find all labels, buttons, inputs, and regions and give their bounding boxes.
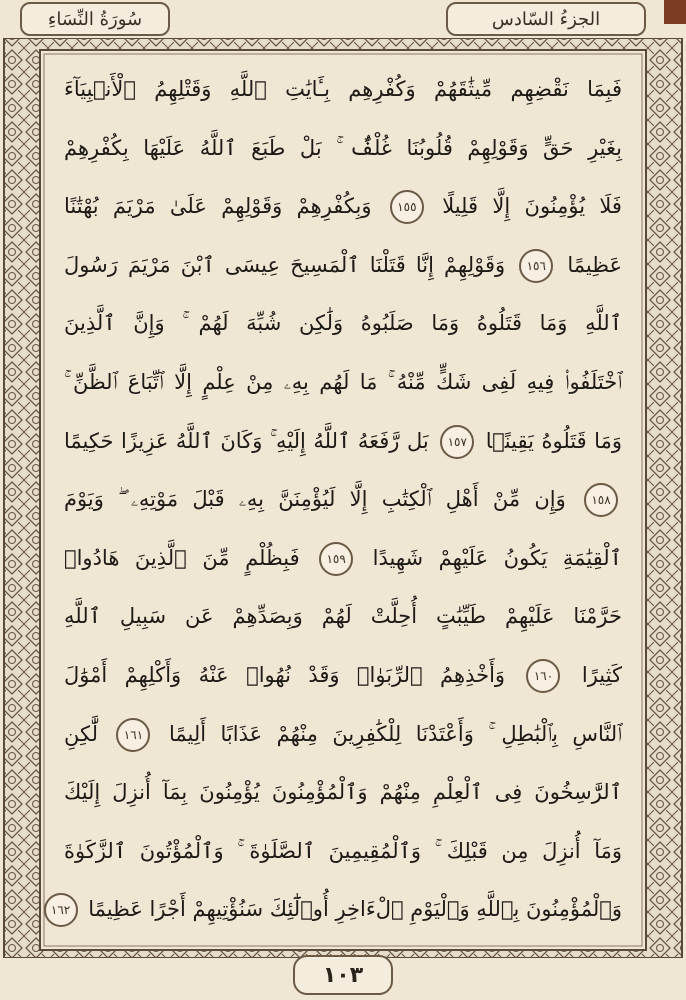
ayah-number-marker: ١٦٢ — [44, 893, 78, 927]
bookmark-ribbon — [664, 0, 686, 24]
ayah-number-marker: ١٥٥ — [390, 190, 424, 224]
ayah-number-marker: ١٥٦ — [519, 249, 553, 283]
text-line: ٱخْتَلَفُوا۟ فِيهِ لَفِى شَكٍّ مِّنْهُ ۚ مَا لَهُم بِهِۦ مِنْ عِلْمٍ إِلَّا ٱتِّبَاعَ ٱلظَّنِّ ۚ — [64, 369, 622, 394]
ayah-number-marker: ١٥٩ — [319, 542, 353, 576]
text-line: وَمَآ أُنزِلَ مِن قَبْلِكَ ۚ وَٱلْمُقِيمِينَ ٱلصَّلَوٰةَ ۚ وَٱلْمُؤْتُونَ ٱلزَّكَوٰةَ — [64, 838, 622, 863]
text-line: ٱلرَّٰسِخُونَ فِى ٱلْعِلْمِ مِنْهُمْ وَٱلْمُؤْمِنُونَ يُؤْمِنُونَ بِمَآ أُنزِلَ إِلَيْكَ — [64, 780, 622, 805]
text-line: ٱلنَّاسِ بِٱلْبَٰطِلِ ۚ وَأَعْتَدْنَا لِلْكَٰفِرِينَ مِنْهُمْ عَذَابًا أَلِيمًا ١٦١ لَّٰكِنِ — [64, 705, 622, 764]
ayah-number-marker: ١٥٨ — [584, 483, 618, 517]
text-line: كَثِيرًا ١٦٠ وَأَخْذِهِمُ ٱلرِّبَوٰا۟ وَقَدْ نُهُوا۟ عَنْهُ وَأَكْلِهِمْ أَمْوَٰلَ — [64, 646, 622, 705]
text-line: ٱللَّهِ وَمَا قَتَلُوهُ وَمَا صَلَبُوهُ وَلَٰكِن شُبِّهَ لَهُمْ ۚ وَإِنَّ ٱلَّذِينَ — [64, 311, 622, 336]
text-line: وَمَا قَتَلُوهُ يَقِينًۢا ١٥٧ بَل رَّفَعَهُ ٱللَّهُ إِلَيْهِ ۚ وَكَانَ ٱللَّهُ عَزِيزًا حَكِيمًا — [64, 412, 622, 471]
text-line: عَظِيمًا ١٥٦ وَقَوْلِهِمْ إِنَّا قَتَلْنَا ٱلْمَسِيحَ عِيسَى ٱبْنَ مَرْيَمَ رَسُولَ — [64, 236, 622, 295]
text-line: بِغَيْرِ حَقٍّ وَقَوْلِهِمْ قُلُوبُنَا غُلْفٌۢ ۚ بَلْ طَبَعَ ٱللَّهُ عَلَيْهَا بِكُفْرِهِمْ — [64, 135, 622, 160]
ayah-number-marker: ١٥٧ — [440, 425, 474, 459]
ayah-number-marker: ١٦٠ — [526, 659, 560, 693]
juz-label: الجزءُ السّادس — [491, 8, 601, 30]
text-line: حَرَّمْنَا عَلَيْهِمْ طَيِّبَٰتٍ أُحِلَّتْ لَهُمْ وَبِصَدِّهِمْ عَن سَبِيلِ ٱللَّهِ — [64, 604, 622, 629]
page-number-label: ١٠٣ — [322, 962, 364, 988]
ayah-number-marker: ١٦١ — [116, 718, 150, 752]
surah-title — [20, 2, 170, 36]
text-line: فَبِمَا نَقْضِهِم مِّيثَٰقَهُمْ وَكُفْرِهِم بِـَٔايَٰتِ ٱللَّهِ وَقَتْلِهِمُ ٱلْأَنۢبِيَآءَ — [64, 77, 622, 101]
quran-text — [50, 60, 622, 940]
page-number — [293, 955, 393, 995]
text-line: ٱلْقِيَٰمَةِ يَكُونُ عَلَيْهِمْ شَهِيدًا ١٥٩ فَبِظُلْمٍ مِّنَ ٱلَّذِينَ هَادُوا۟ — [64, 529, 622, 588]
text-line: فَلَا يُؤْمِنُونَ إِلَّا قَلِيلًا ١٥٥ وَبِكُفْرِهِمْ وَقَوْلِهِمْ عَلَىٰ مَرْيَمَ بُهْتَٰنًا — [64, 177, 622, 236]
text-line: ١٥٨ وَإِن مِّنْ أَهْلِ ٱلْكِتَٰبِ إِلَّا لَيُؤْمِنَنَّ بِهِۦ قَبْلَ مَوْتِهِۦ ۖ وَيَوْمَ — [64, 470, 622, 529]
surah-label: سُورَةُ النِّسَاءِ — [47, 8, 143, 30]
juz-title — [446, 2, 646, 36]
text-line: وَٱلْمُؤْمِنُونَ بِٱللَّهِ وَٱلْيَوْمِ ٱلْءَاخِرِ أُو۟لَٰٓئِكَ سَنُؤْتِيهِمْ أَجْرًا عَظِيمًا ١٦٢ — [64, 880, 622, 939]
